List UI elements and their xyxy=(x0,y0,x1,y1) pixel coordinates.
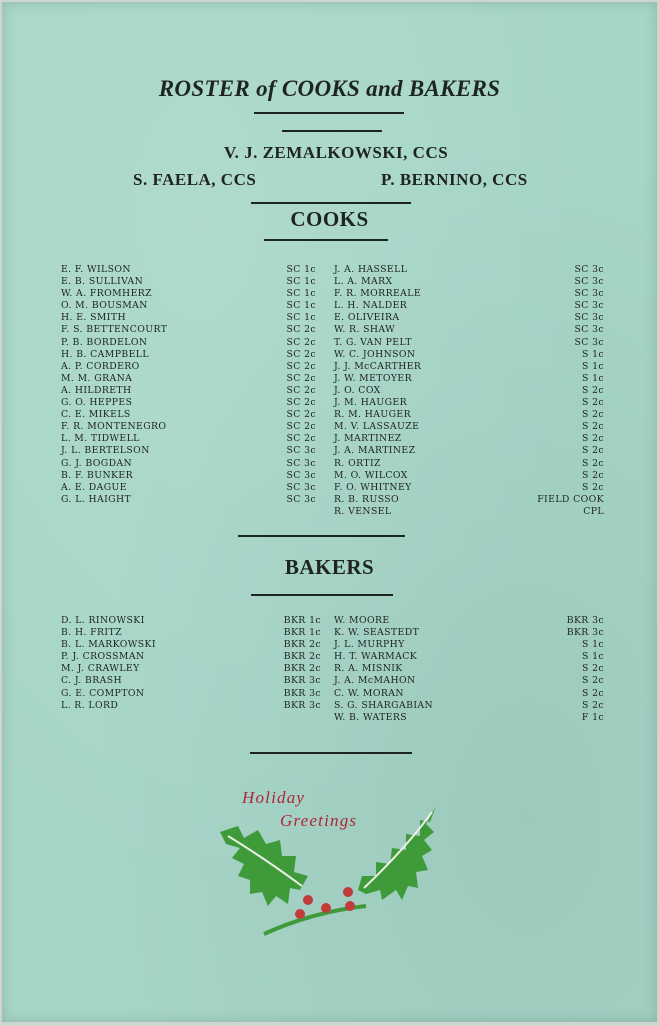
member-rating: SC 3c xyxy=(286,457,316,469)
holly-berry-icon xyxy=(343,887,353,897)
roster-entry xyxy=(334,700,604,712)
roster-entry xyxy=(61,627,321,639)
roster-entry xyxy=(334,627,604,639)
member-rating: BKR 1c xyxy=(283,615,321,626)
member-name: K. W. SEASTEDT xyxy=(334,627,420,639)
member-name: R. B. RUSSO xyxy=(334,493,400,505)
member-rating: SC 3c xyxy=(286,445,316,457)
roster-entry xyxy=(334,470,604,482)
member-name: G. J. BOGDAN xyxy=(61,457,133,469)
chief-cook-right: P. BERNINO, CCS xyxy=(381,170,528,189)
member-name: H. E. SMITH xyxy=(61,312,126,324)
roster-entry xyxy=(61,312,316,324)
member-rating: S 2c xyxy=(581,433,604,445)
roster-entry xyxy=(61,651,321,663)
roster-entry xyxy=(334,482,604,494)
roster-entry xyxy=(61,337,316,349)
member-name: R. VENSEL xyxy=(334,505,392,517)
chief-cook-left: S. FAELA, CCS xyxy=(133,170,257,189)
member-rating: SC 2c xyxy=(286,421,316,433)
roster-entry xyxy=(61,700,321,712)
member-rating: S 1c xyxy=(581,348,604,360)
cooks-list-right xyxy=(334,264,604,518)
greeting-line-1: Holiday xyxy=(242,788,306,807)
member-rating: BKR 2c xyxy=(283,639,321,651)
member-name: B. F. BUNKER xyxy=(61,469,133,481)
member-rating: SC 3c xyxy=(286,469,316,481)
roster-entry xyxy=(61,361,316,373)
roster-entry xyxy=(334,361,604,373)
member-rating: SC 1c xyxy=(286,276,316,288)
member-rating: SC 2c xyxy=(286,336,316,348)
member-name: J. W. METOYER xyxy=(334,372,413,384)
member-name: H. T. WARMACK xyxy=(334,651,418,663)
roster-entry xyxy=(334,651,604,663)
member-name: B. H. FRITZ xyxy=(61,627,122,639)
member-rating: BKR 3c xyxy=(566,627,604,639)
roster-entry xyxy=(61,385,316,397)
member-rating: S 1c xyxy=(581,360,604,372)
roster-entry xyxy=(334,458,604,470)
member-name: W. A. FROMHERZ xyxy=(61,288,153,300)
member-name: C. W. MORAN xyxy=(334,687,404,699)
roster-entry xyxy=(61,639,321,651)
bakers-list-left xyxy=(61,615,321,712)
member-name: M. J. CRAWLEY xyxy=(61,663,140,675)
member-name: L. H. NALDER xyxy=(334,300,408,312)
roster-entry xyxy=(61,373,316,385)
member-name: J. A. HASSELL xyxy=(334,264,408,275)
member-rating: SC 3c xyxy=(574,264,604,275)
roster-entry xyxy=(61,458,316,470)
member-rating: S 2c xyxy=(581,397,604,409)
member-rating: CPL xyxy=(583,505,604,517)
member-name: C. E. MIKELS xyxy=(61,409,131,421)
roster-entry xyxy=(61,688,321,700)
roster-entry xyxy=(334,385,604,397)
member-rating: SC 2c xyxy=(286,397,316,409)
member-name: G. L. HAIGHT xyxy=(61,493,132,505)
roster-entry xyxy=(334,409,604,421)
member-rating: S 1c xyxy=(581,651,604,663)
member-rating: SC 2c xyxy=(286,324,316,336)
cooks-divider-top xyxy=(251,202,411,204)
member-name: M. O. WILCOX xyxy=(334,469,408,481)
member-rating: SC 3c xyxy=(574,276,604,288)
member-rating: S 2c xyxy=(581,409,604,421)
member-rating: SC 1c xyxy=(286,312,316,324)
roster-entry xyxy=(334,373,604,385)
member-name: W. C. JOHNSON xyxy=(334,348,416,360)
bakers-list-right xyxy=(334,615,604,724)
cooks-divider-bottom xyxy=(264,239,388,241)
member-rating: SC 3c xyxy=(286,493,316,505)
footer-divider xyxy=(250,752,412,754)
roster-entry xyxy=(334,639,604,651)
roster-entry xyxy=(334,276,604,288)
member-name: J. L. MURPHY xyxy=(334,639,405,651)
member-name: W. R. SHAW xyxy=(334,324,396,336)
member-rating: S 2c xyxy=(581,457,604,469)
member-name: L. R. LORD xyxy=(61,699,119,711)
roster-entry xyxy=(61,482,316,494)
holly-berry-icon xyxy=(295,909,305,919)
roster-entry xyxy=(334,688,604,700)
member-rating: SC 2c xyxy=(286,360,316,372)
member-name: J. A. McMAHON xyxy=(334,675,416,687)
roster-entry xyxy=(334,312,604,324)
roster-entry xyxy=(61,288,316,300)
member-rating: S 2c xyxy=(581,663,604,675)
member-rating: S 2c xyxy=(581,687,604,699)
member-name: M. M. GRANA xyxy=(61,372,133,384)
cooks-list-left xyxy=(61,264,316,506)
member-rating: BKR 3c xyxy=(283,699,321,711)
roster-entry xyxy=(334,506,604,518)
member-rating: F 1c xyxy=(581,711,604,723)
roster-page xyxy=(2,2,657,1022)
member-rating: SC 1c xyxy=(286,288,316,300)
roster-entry xyxy=(61,663,321,675)
roster-entry xyxy=(334,675,604,687)
member-name: P. B. BORDELON xyxy=(61,336,148,348)
holly-sprig-icon xyxy=(216,802,441,942)
roster-entry xyxy=(61,470,316,482)
member-name: F. O. WHITNEY xyxy=(334,481,412,493)
roster-entry xyxy=(334,421,604,433)
page-title: ROSTER of COOKS and BAKERS xyxy=(158,76,501,101)
roster-entry xyxy=(334,433,604,445)
member-name: T. G. VAN PELT xyxy=(334,336,412,348)
roster-entry xyxy=(61,675,321,687)
roster-entry xyxy=(61,494,316,506)
member-rating: SC 3c xyxy=(286,481,316,493)
member-name: P. J. CROSSMAN xyxy=(61,651,145,663)
member-rating: SC 3c xyxy=(574,300,604,312)
member-name: J. M. HAUGER xyxy=(334,397,408,409)
roster-entry xyxy=(61,300,316,312)
member-rating: S 2c xyxy=(581,699,604,711)
holly-berry-icon xyxy=(345,901,355,911)
member-rating: SC 1c xyxy=(286,264,316,275)
member-name: J. O. COX xyxy=(334,384,381,396)
roster-entry xyxy=(61,445,316,457)
member-name: B. L. MARKOWSKI xyxy=(61,639,156,651)
roster-entry xyxy=(61,349,316,361)
title-divider xyxy=(254,112,404,114)
member-rating: SC 3c xyxy=(574,288,604,300)
member-name: L. M. TIDWELL xyxy=(61,433,140,445)
member-rating: SC 3c xyxy=(574,312,604,324)
member-rating: S 2c xyxy=(581,481,604,493)
roster-entry xyxy=(61,324,316,336)
member-name: W. B. WATERS xyxy=(334,711,408,723)
member-rating: S 2c xyxy=(581,675,604,687)
roster-entry xyxy=(61,276,316,288)
member-rating: SC 2c xyxy=(286,348,316,360)
member-name: F. R. MONTENEGRO xyxy=(61,421,167,433)
roster-entry xyxy=(61,433,316,445)
roster-entry xyxy=(334,300,604,312)
member-name: J. A. MARTINEZ xyxy=(334,445,416,457)
roster-entry xyxy=(334,663,604,675)
roster-entry xyxy=(61,264,316,276)
holly-berry-icon xyxy=(321,903,331,913)
holly-berry-icon xyxy=(303,895,313,905)
member-name: J. J. McCARTHER xyxy=(334,360,422,372)
member-rating: BKR 3c xyxy=(566,615,604,626)
roster-entry xyxy=(334,712,604,724)
member-rating: SC 2c xyxy=(286,409,316,421)
member-name: G. O. HEPPES xyxy=(61,397,133,409)
member-name: W. MOORE xyxy=(334,615,390,626)
member-rating: BKR 2c xyxy=(283,651,321,663)
roster-entry xyxy=(334,494,604,506)
member-name: F. S. BETTENCOURT xyxy=(61,324,168,336)
member-rating: SC 2c xyxy=(286,433,316,445)
member-name: J. MARTINEZ xyxy=(334,433,402,445)
chief-divider xyxy=(282,130,382,132)
roster-entry xyxy=(334,615,604,627)
member-rating: SC 2c xyxy=(286,372,316,384)
member-rating: SC 3c xyxy=(574,336,604,348)
holly-leaf-right-icon xyxy=(358,806,436,900)
member-rating: BKR 3c xyxy=(283,675,321,687)
member-name: M. V. LASSAUZE xyxy=(334,421,420,433)
roster-entry xyxy=(61,615,321,627)
roster-entry xyxy=(61,397,316,409)
roster-entry xyxy=(334,264,604,276)
holly-leaf-left-icon xyxy=(220,826,308,906)
member-name: F. R. MORREALE xyxy=(334,288,422,300)
member-name: R. A. MISNIK xyxy=(334,663,403,675)
roster-entry xyxy=(334,349,604,361)
roster-entry xyxy=(334,397,604,409)
roster-entry xyxy=(334,445,604,457)
member-name: S. G. SHARGABIAN xyxy=(334,699,434,711)
member-name: D. L. RINOWSKI xyxy=(61,615,145,626)
bakers-divider-top xyxy=(238,535,405,537)
member-rating: S 2c xyxy=(581,469,604,481)
member-name: A. E. DAGUE xyxy=(61,481,127,493)
member-rating: SC 2c xyxy=(286,384,316,396)
member-rating: S 1c xyxy=(581,372,604,384)
member-name: G. E. COMPTON xyxy=(61,687,145,699)
bakers-divider-bottom xyxy=(251,594,393,596)
member-name: R. ORTIZ xyxy=(334,457,381,469)
roster-entry xyxy=(61,409,316,421)
roster-entry xyxy=(334,288,604,300)
member-rating: FIELD COOK xyxy=(537,493,604,505)
member-rating: S 2c xyxy=(581,384,604,396)
roster-entry xyxy=(334,337,604,349)
member-name: C. J. BRASH xyxy=(61,675,123,687)
chief-cook-top: V. J. ZEMALKOWSKI, CCS xyxy=(224,143,449,162)
member-name: O. M. BOUSMAN xyxy=(61,300,148,312)
member-rating: BKR 1c xyxy=(283,627,321,639)
member-rating: S 1c xyxy=(581,639,604,651)
member-name: A. HILDRETH xyxy=(61,384,132,396)
member-name: A. P. CORDERO xyxy=(61,360,140,372)
member-name: E. OLIVEIRA xyxy=(334,312,400,324)
member-rating: SC 1c xyxy=(286,300,316,312)
member-rating: BKR 2c xyxy=(283,663,321,675)
member-rating: S 2c xyxy=(581,421,604,433)
member-name: E. F. WILSON xyxy=(61,264,131,275)
member-name: J. L. BERTELSON xyxy=(61,445,150,457)
member-rating: SC 3c xyxy=(574,324,604,336)
roster-entry xyxy=(61,421,316,433)
member-name: L. A. MARX xyxy=(334,276,393,288)
member-name: E. B. SULLIVAN xyxy=(61,276,144,288)
cooks-heading: COOKS xyxy=(290,207,369,231)
greeting-line-2: Greetings xyxy=(280,811,358,830)
bakers-heading: BAKERS xyxy=(284,555,375,579)
member-rating: BKR 3c xyxy=(283,687,321,699)
member-name: H. B. CAMPBELL xyxy=(61,348,149,360)
roster-entry xyxy=(334,324,604,336)
member-rating: S 2c xyxy=(581,445,604,457)
member-name: R. M. HAUGER xyxy=(334,409,412,421)
